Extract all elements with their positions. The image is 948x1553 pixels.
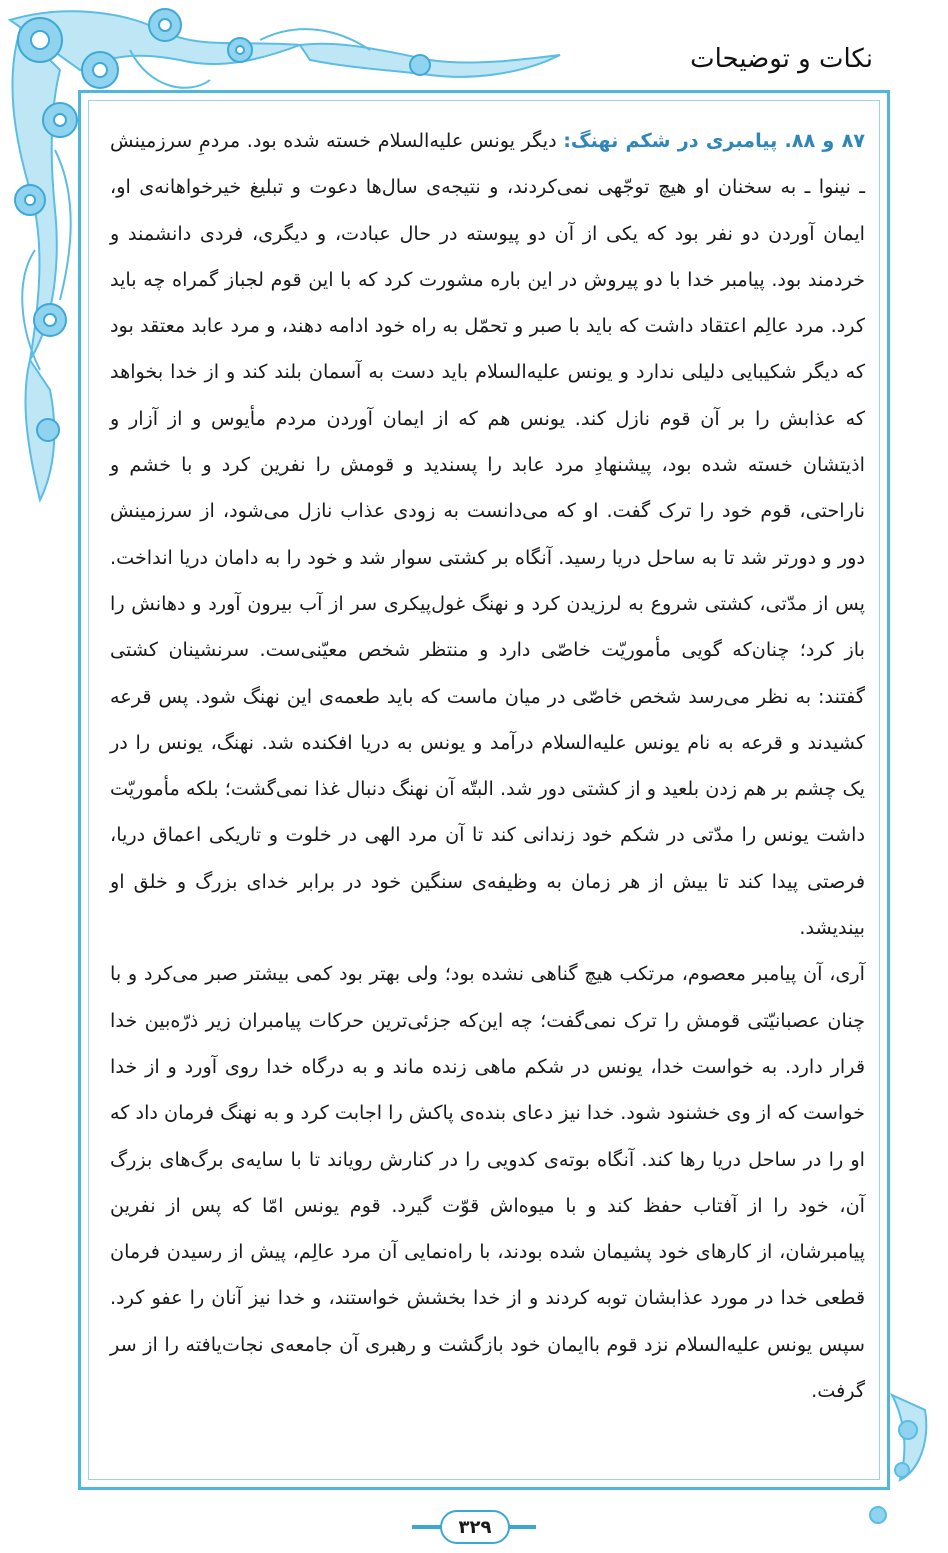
page-number: ۳۲۹: [440, 1510, 510, 1544]
paragraph-2-body: آری، آن پیامبر معصوم، مرتکب هیچ گناهی نشده بود؛ ولی بهتر بود کمی بیشتر صبر می‌کرد و با چنان عصبانیّتی قومش را ترک نمی‌گفت؛ چه این‌که جزئی‌ترین حرکات پیامبران زیر ذرّه‌بین خدا قرار دارد. به خواست خدا، یونس در شکم ماهی زنده ماند و به درگاه خدا روی آورد و از خدا خواست که از وی خشنود شود. خدا نیز دعای بنده‌ی پاکش را اجابت کرد و به نهنگ فرمان داد که او را در ساحل دریا رها کند. آنگاه بوته‌ی کدویی را در کنارش رویاند تا با سایه‌ی برگ‌های بزرگ آن، خود را از آفتاب حفظ کند و با میوه‌اش قوّت گیرد. قوم یونس امّا که پس از نفرین پیامبرشان، از کارهای خود پشیمان شده بودند، با راه‌نمایی آن مرد عالِم، پیش از رسیدن فرمان قطعی خدا در مورد عذابشان توبه کردند و از خدا بخشش خواستند، و خدا نیز آنان را عفو کرد. سپس یونس علیه‌السلام نزد قوم باایمان خود بازگشت و رهبری آن جامعه‌ی نجات‌یافته را از سر گرفت.: [110, 962, 865, 1403]
paragraph-1-body: دیگر یونس علیه‌السلام خسته شده بود. مردمِ سرزمینش ـ نینوا ـ به سخنان او هیچ توجّهی نمی‌کردند، و نتیجه‌ی سال‌ها دعوت و تبلیغ خیرخواهانه‌ی او، ایمان آوردن دو نفر بود که یکی از آن دو پیوسته در حال عبادت، و دیگری، فردی دانشمند و خردمند بود. پیامبر خدا با دو پیروش در این باره مشورت کرد که با این قوم لجباز گمراه چه باید کرد. مرد عالِم اعتقاد داشت که باید با صبر و تحمّل به راه خود ادامه دهند، و مرد عابد معتقد بود که دیگر شکیبایی دلیلی ندارد و یونس علیه‌السلام باید دست به آسمان بلند کند و از خدا بخواهد که عذابش را بر آن قوم نازل کند. یونس هم که از ایمان آوردن مردم مأیوس و از آزار و اذیتشان خسته شده بود، پیشنهادِ مرد عابد را پسندید و قومش را نفرین کرد و با خشم و ناراحتی، قوم خود را ترک گفت. او که می‌دانست به زودی عذاب نازل می‌شود، از سرزمینش دور و دورتر شد تا به ساحل دریا رسید. آنگاه بر کشتی سوار شد و خود را به دامان دریا انداخت. پس از مدّتی، کشتی شروع به لرزیدن کرد و نهنگ غول‌پیکری سر از آب بیرون آورد و دهانش را باز کرد؛ چنان‌که گویی مأموریّت خاصّی دارد و منتظر شخص معیّنی‌ست. سرنشینان کشتی گفتند: به نظر می‌رسد شخص خاصّی در میان ماست که باید طعمه‌ی این نهنگ شود. پس قرعه کشیدند و قرعه به نام یونس علیه‌السلام درآمد و یونس به دریا افکنده شد. نهنگ، یونس را در یک چشم بر هم زدن بلعید و از کشتی دور شد. البتّه آن نهنگ دنبال غذا نمی‌گشت؛ بلکه مأموریّت داشت یونس را مدّتی در شکم خود زندانی کند تا آن مرد الهی در خلوت و تاریکی اعماق دریا، فرصتی پیدا کند تا بیش از هر زمان به وظیفه‌ی سنگین خود در برابر خدای بزرگ و خلق او بیندیشد.: [110, 129, 865, 940]
section-heading: ۸۷ و ۸۸. پیامبری در شکم نهنگ:: [563, 129, 865, 152]
paragraph-1: [110, 118, 865, 951]
paragraph-2: [110, 951, 865, 1414]
page-header-title: نکات و توضیحات: [690, 44, 873, 74]
main-text: [110, 118, 865, 1414]
